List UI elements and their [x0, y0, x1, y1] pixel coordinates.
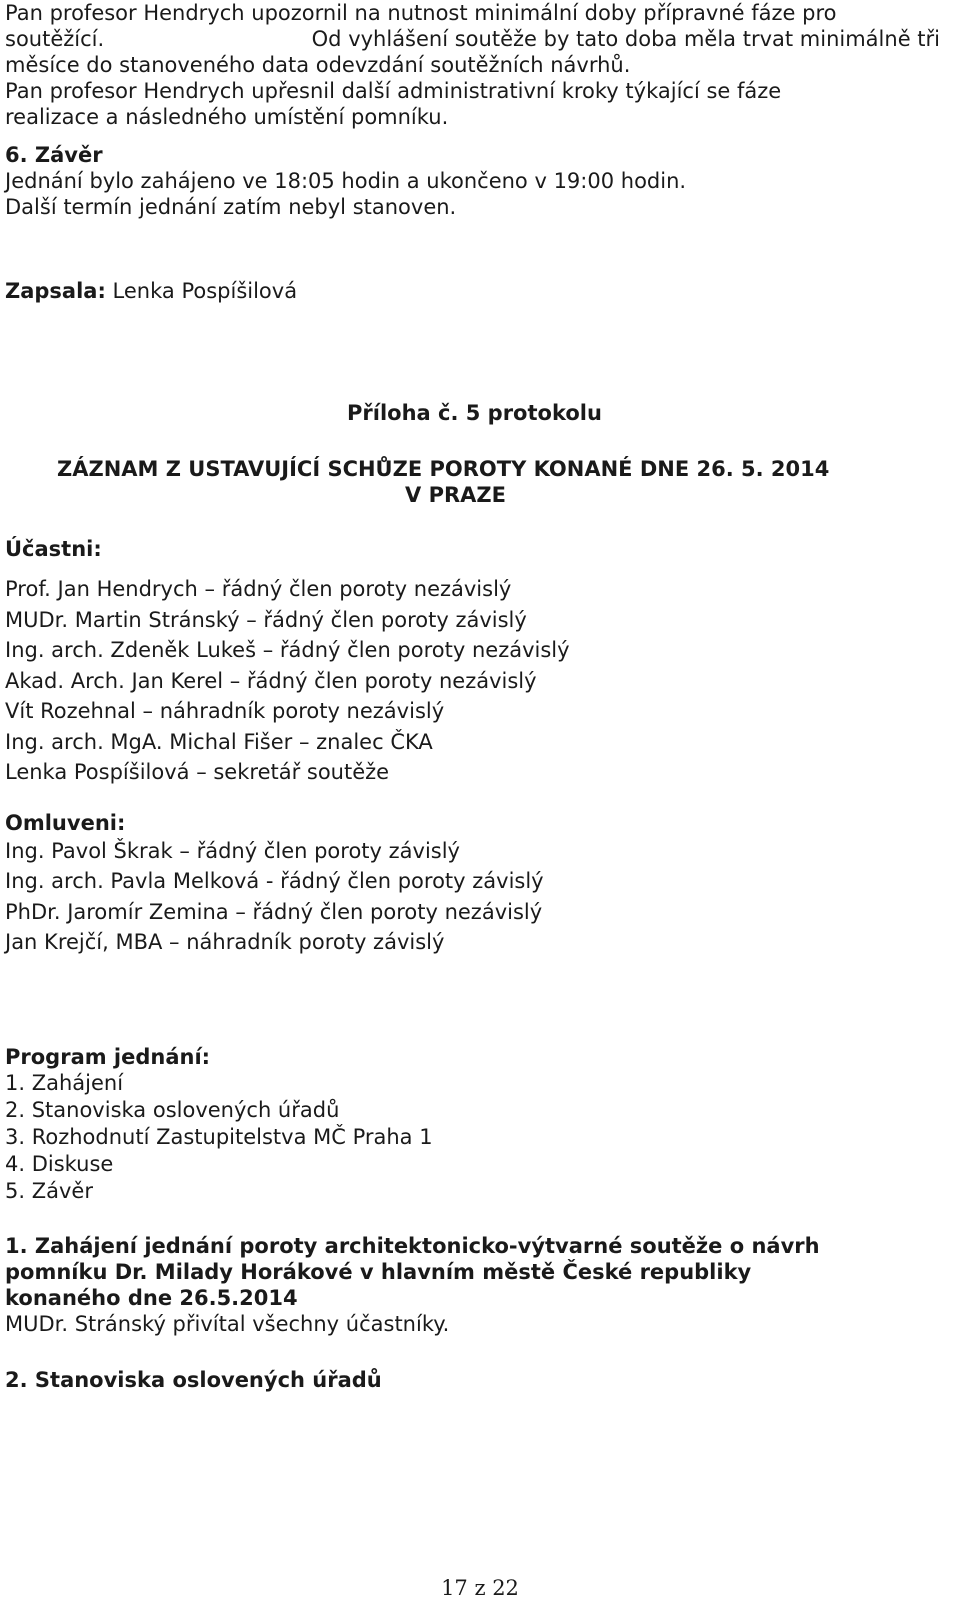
- intro-line-5: realizace a následného umístění pomníku.: [5, 105, 449, 129]
- program-item: 2. Stanoviska oslovených úřadů: [5, 1097, 340, 1122]
- intro-line-4: Pan profesor Hendrych upřesnil další administrativní kroky týkající se fáze: [5, 79, 782, 103]
- section-6-line-2: Další termín jednání zatím nebyl stanoven.: [5, 195, 457, 219]
- excused-item: Jan Krejčí, MBA – náhradník poroty závislý: [5, 930, 445, 954]
- excused-item: Ing. Pavol Škrak – řádný člen poroty závislý: [5, 838, 460, 863]
- point-1-heading-line-3: konaného dne 26.5.2014: [5, 1285, 298, 1310]
- section-6-heading: 6. Závěr: [5, 143, 103, 167]
- intro-line-2b: Od vyhlášení soutěže by tato doba měla trvat minimálně tři: [311, 27, 940, 51]
- annex-title: Příloha č. 5 protokolu: [347, 401, 602, 425]
- program-list: [5, 1070, 950, 1205]
- program-item: 4. Diskuse: [5, 1151, 114, 1176]
- attendee-item: Ing. arch. Zdeněk Lukeš – řádný člen poroty nezávislý: [5, 638, 570, 662]
- attendee-item: Vít Rozehnal – náhradník poroty nezávislý: [5, 699, 445, 723]
- document-page: [5, 0, 950, 1393]
- attendee-item: Lenka Pospíšilová – sekretář soutěže: [5, 760, 390, 784]
- excused-list: [5, 836, 950, 958]
- attendee-item: Prof. Jan Hendrych – řádný člen poroty nezávislý: [5, 577, 512, 601]
- attendee-item: Akad. Arch. Jan Kerel – řádný člen poroty nezávislý: [5, 668, 537, 693]
- intro-line-2a: soutěžící.: [5, 27, 105, 51]
- recorder-line: [5, 278, 950, 304]
- program-item: 1. Zahájení: [5, 1070, 124, 1095]
- attendees-heading: Účastni:: [5, 537, 102, 561]
- recorder-label: Zapsala:: [5, 279, 106, 303]
- excused-item: PhDr. Jaromír Zemina – řádný člen poroty nezávislý: [5, 899, 543, 924]
- attendee-item: Ing. arch. MgA. Michal Fišer – znalec ČKA: [5, 729, 433, 754]
- attendees-list: [5, 574, 950, 788]
- page-number: 17 z 22: [441, 1576, 519, 1600]
- intro-line-1: Pan profesor Hendrych upozornil na nutnost minimální doby přípravné fáze pro: [5, 1, 837, 25]
- excused-heading: Omluveni:: [5, 810, 126, 835]
- program-item: 3. Rozhodnutí Zastupitelstva MČ Praha 1: [5, 1124, 433, 1149]
- program-item: 5. Závěr: [5, 1178, 93, 1203]
- point-1-heading-line-1: 1. Zahájení jednání poroty architektonicko-výtvarné soutěže o návrh: [5, 1233, 820, 1258]
- record-place: V PRAZE: [405, 483, 506, 507]
- point-1-heading-line-2: pomníku Dr. Milady Horákové v hlavním městě České republiky: [5, 1259, 752, 1284]
- record-title: ZÁZNAM Z USTAVUJÍCÍ SCHŮZE POROTY KONANÉ DNE 26. 5. 2014: [57, 457, 830, 481]
- program-heading: Program jednání:: [5, 1044, 211, 1069]
- intro-line-3: měsíce do stanoveného data odevzdání soutěžních návrhů.: [5, 53, 631, 77]
- point-2-heading: 2. Stanoviska oslovených úřadů: [5, 1367, 382, 1392]
- point-1-text: MUDr. Stránský přivítal všechny účastníky.: [5, 1311, 450, 1336]
- section-6-line-1: Jednání bylo zahájeno ve 18:05 hodin a ukončeno v 19:00 hodin.: [5, 169, 687, 193]
- attendee-item: MUDr. Martin Stránský – řádný člen poroty závislý: [5, 607, 527, 632]
- recorder-name: Lenka Pospíšilová: [105, 279, 298, 303]
- excused-item: Ing. arch. Pavla Melková - řádný člen poroty závislý: [5, 869, 544, 893]
- intro-line-2: [5, 26, 940, 52]
